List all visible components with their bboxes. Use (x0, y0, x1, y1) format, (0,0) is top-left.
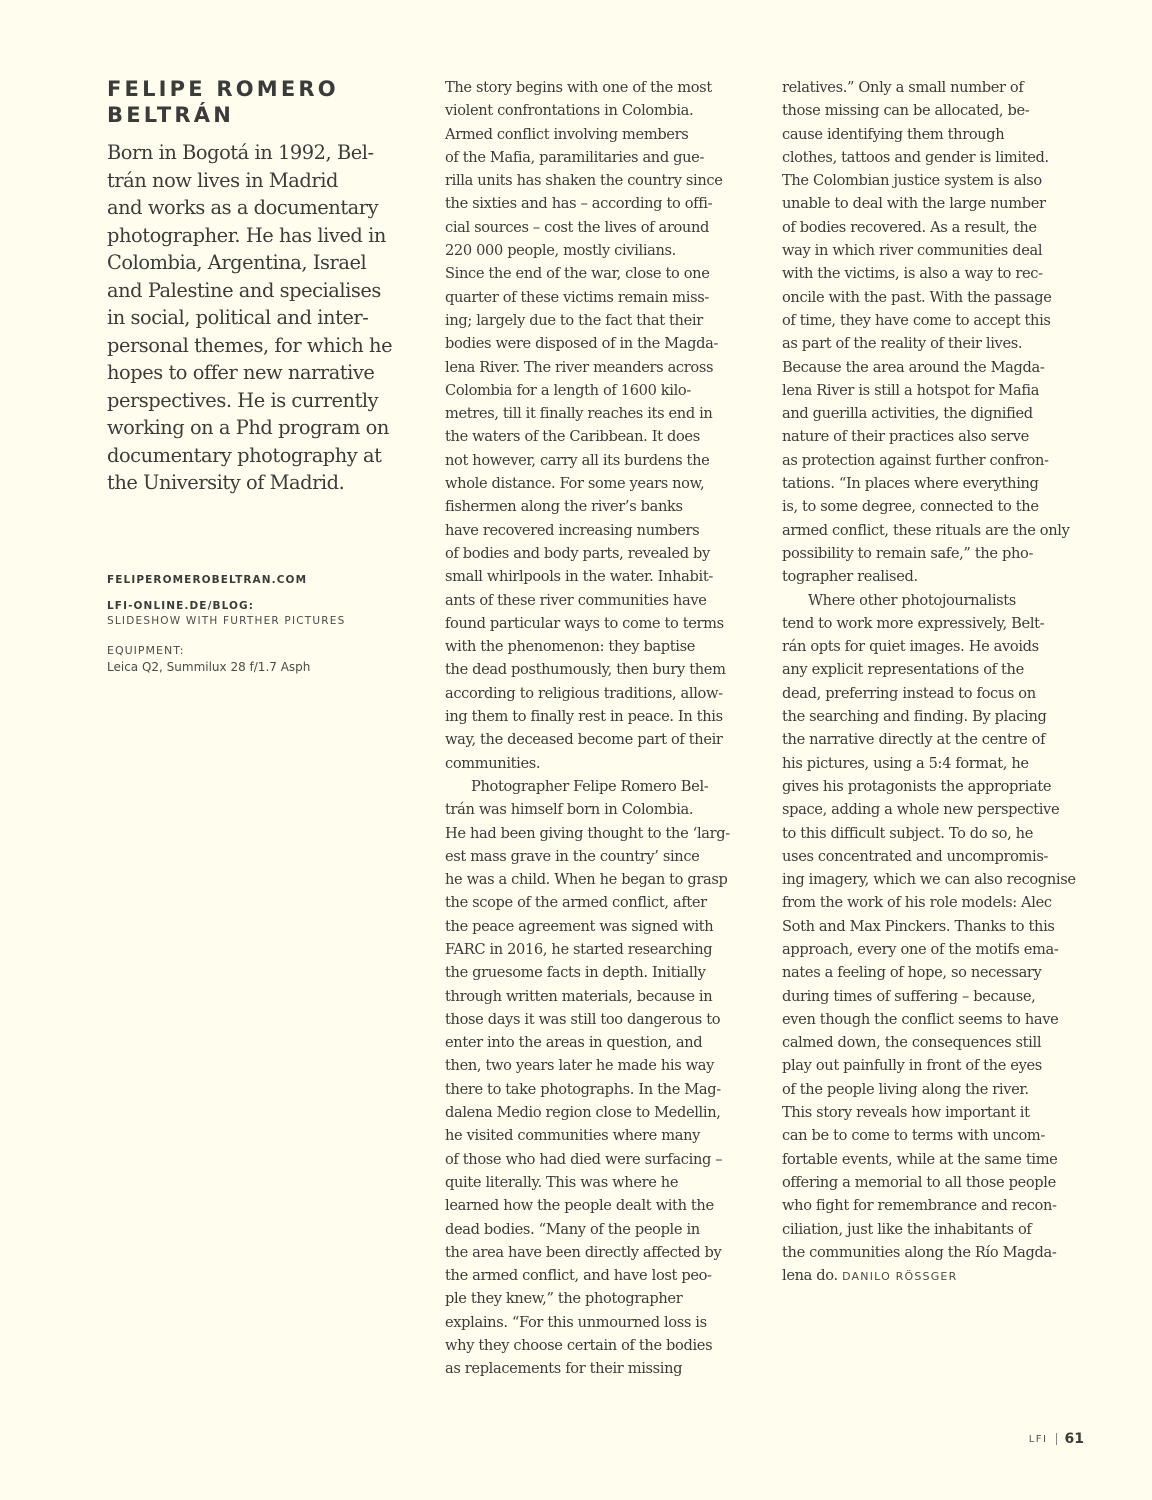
text-line: to this difficult subject. To do so, he (782, 824, 1034, 842)
text-line: oncile with the past. With the passage (782, 288, 1052, 306)
text-line: bodies were disposed of in the Magda- (445, 335, 719, 353)
author-byline: DANILO RÖSSGER (842, 1270, 958, 1284)
text-line: clothes, tattoos and gender is limited. (782, 148, 1049, 166)
text-line: fishermen along the river’s banks (445, 498, 683, 516)
text-line: Armed conflict involving members (445, 125, 689, 143)
text-line: any explicit representations of the (782, 661, 1024, 679)
text-line: ing them to finally rest in peace. In this (445, 708, 723, 726)
text-line: why they choose certain of the bodies (445, 1337, 713, 1355)
text-line: cial sources – cost the lives of around (445, 218, 709, 236)
text-line: he visited communities where many (445, 1127, 701, 1145)
text-line: tographer realised. (782, 568, 918, 586)
text-line: as protection against further confron- (782, 451, 1049, 469)
text-line: lena River. The river meanders across (445, 358, 714, 376)
text-line: with the phenomenon: they baptise (445, 638, 696, 656)
text-line: the scope of the armed conflict, after (445, 894, 707, 912)
bio-line: working on a Phd program on (107, 416, 389, 439)
text-line: of the people living along the river. (782, 1080, 1029, 1098)
text-line: ing imagery, which we can also recognise (782, 871, 1076, 889)
text-line: dead, preferring instead to focus on (782, 684, 1036, 702)
text-line: explains. “For this unmourned loss is (445, 1313, 707, 1331)
text-line: of the Mafia, paramilitaries and gue- (445, 148, 705, 166)
text-line: The story begins with one of the most (445, 79, 712, 96)
text-line: he was a child. When he began to grasp (445, 871, 728, 889)
text-line: dead bodies. “Many of the people in (445, 1220, 700, 1238)
text-line: can be to come to terms with uncom- (782, 1127, 1045, 1145)
text-line: who fight for remembrance and recon- (782, 1197, 1057, 1215)
text-line: Colombia for a length of 1600 kilo- (445, 381, 691, 399)
text-line: through written materials, because in (445, 987, 713, 1005)
text-line: nature of their practices also serve (782, 428, 1029, 446)
text-line: ants of these river communities have (445, 591, 707, 609)
text-line: the area have been directly affected by (445, 1243, 722, 1261)
text-line: FARC in 2016, he started researching (445, 940, 713, 958)
text-line: gives his protagonists the appropriate (782, 777, 1052, 795)
bio-line: the University of Madrid. (107, 471, 345, 494)
text-line: est mass grave in the country’ since (445, 847, 700, 865)
text-line: have recovered increasing numbers (445, 521, 700, 539)
text-line: the sixties and has – according to offi- (445, 195, 713, 213)
text-line: with the victims, is also a way to rec- (782, 265, 1043, 283)
page-number: 61 (1064, 1431, 1084, 1447)
text-line: fortable events, while at the same time (782, 1150, 1058, 1168)
text-line: of those who had died were surfacing – (445, 1150, 723, 1168)
text-line: there to take photographs. In the Mag- (445, 1080, 721, 1098)
text-line: as part of the reality of their lives. (782, 335, 1023, 353)
text-line: the armed conflict, and have lost peo- (445, 1267, 712, 1285)
text-line: Soth and Max Pinckers. Thanks to this (782, 917, 1055, 935)
text-line: enter into the areas in question, and (445, 1034, 703, 1052)
text-line: of time, they have come to accept this (782, 311, 1051, 329)
blog-description: SLIDESHOW WITH FURTHER PICTURES (107, 614, 346, 627)
text-line: Since the end of the war, close to one (445, 265, 710, 283)
text-line: metres, till it finally reaches its end in (445, 405, 713, 423)
text-line: 220 000 people, mostly civilians. (445, 242, 676, 260)
text-line: those days it was still too dangerous to (445, 1010, 721, 1028)
text-line: nates a feeling of hope, so necessary (782, 964, 1042, 982)
text-line: tend to work more expressively, Belt- (782, 614, 1045, 632)
text-line: space, adding a whole new perspective (782, 801, 1060, 819)
page-footer (1029, 1431, 1084, 1447)
text-line: small whirlpools in the water. Inhabit- (445, 568, 713, 586)
last-line-text: lena do. (782, 1267, 838, 1285)
text-line: the waters of the Caribbean. It does (445, 428, 700, 446)
footer-divider (1056, 1433, 1057, 1445)
text-line: Photographer Felipe Romero Bel- (471, 777, 709, 795)
text-line: ciliation, just like the inhabitants of (782, 1220, 1032, 1238)
text-line: the gruesome facts in depth. Initially (445, 964, 706, 982)
text-line: and guerilla activities, the dignified (782, 405, 1033, 423)
bio-line: Born in Bogotá in 1992, Bel- (107, 141, 374, 164)
text-line: way, the deceased become part of their (445, 731, 723, 749)
text-line: his pictures, using a 5:4 format, he (782, 754, 1029, 772)
text-line: lena River is still a hotspot for Mafia (782, 381, 1040, 399)
text-line: according to religious traditions, allow- (445, 684, 723, 702)
text-line: unable to deal with the large number (782, 195, 1046, 213)
bio-line: perspectives. He is currently (107, 388, 379, 412)
text-line: play out painfully in front of the eyes (782, 1057, 1042, 1075)
magazine-name: LFI (1028, 1433, 1048, 1445)
blog-link[interactable]: LFI-ONLINE.DE/BLOG: (107, 599, 255, 612)
text-line: not however, carry all its burdens the (445, 451, 710, 469)
bio-line: hopes to offer new narrative (107, 361, 375, 384)
text-line: even though the conflict seems to have (782, 1010, 1059, 1028)
text-line: The Colombian justice system is also (782, 172, 1042, 190)
text-line: violent confrontations in Colombia. (445, 102, 694, 120)
text-line: the dead posthumously, then bury them (445, 661, 726, 679)
text-line: This story reveals how important it (782, 1104, 1030, 1122)
bio-line: documentary photography at (107, 443, 382, 467)
text-line: from the work of his role models: Alec (782, 894, 1052, 912)
bio-line: in social, political and inter- (107, 306, 369, 329)
bio-line: and Palestine and specialises (107, 278, 381, 302)
text-line: trán was himself born in Colombia. (445, 801, 694, 819)
bio-line: trán now lives in Madrid (107, 168, 338, 192)
text-line: cause identifying them through (782, 125, 1005, 143)
text-line: armed conflict, these rituals are the only (782, 521, 1070, 539)
text-line: Where other photojournalists (808, 591, 1016, 609)
text-line: approach, every one of the motifs ema- (782, 940, 1059, 958)
name-line: FELIPE ROMERO (107, 77, 339, 101)
text-line: ing; largely due to the fact that their (445, 311, 703, 329)
website-link[interactable]: FELIPEROMEROBELTRAN.COM (107, 573, 308, 586)
text-line: possibility to remain safe,” the pho- (782, 544, 1034, 562)
text-line: then, two years later he made his way (445, 1057, 715, 1075)
bio-line: personal themes, for which he (107, 333, 393, 357)
text-line: whole distance. For some years now, (445, 475, 705, 493)
text-line: found particular ways to come to terms (445, 614, 724, 632)
text-line: He had been giving thought to the ‘larg- (445, 824, 730, 842)
text-line: is, to some degree, connected to the (782, 498, 1039, 516)
photographer-bio (107, 139, 407, 497)
text-line: during times of suffering – because, (782, 987, 1036, 1005)
text-line: the communities along the Río Magda- (782, 1243, 1057, 1261)
name-line: BELTRÁN (107, 103, 234, 127)
links-block (107, 573, 407, 675)
text-line: Because the area around the Magda- (782, 358, 1045, 376)
text-line: uses concentrated and uncompromis- (782, 847, 1049, 865)
text-line: offering a memorial to all those people (782, 1173, 1056, 1191)
text-line: dalena Medio region close to Medellin, (445, 1104, 721, 1122)
text-line: rilla units has shaken the country since (445, 172, 723, 190)
article-column-2 (782, 76, 1082, 1288)
text-line: ple they knew,” the photographer (445, 1290, 683, 1308)
article-column-1 (445, 76, 745, 1381)
text-line: those missing can be allocated, be- (782, 102, 1030, 120)
text-line: of bodies recovered. As a result, the (782, 218, 1037, 236)
text-line (782, 1264, 1082, 1288)
equipment-value: Leica Q2, Summilux 28 f/1.7 Asph (107, 659, 311, 674)
author-sidebar (107, 76, 407, 675)
text-line: the searching and finding. By placing (782, 708, 1047, 726)
text-line: tations. “In places where everything (782, 475, 1039, 493)
text-line: communities. (445, 754, 541, 772)
equipment-label: EQUIPMENT: (107, 643, 185, 657)
bio-line: photographer. He has lived in (107, 223, 386, 247)
text-line: the narrative directly at the centre of (782, 731, 1046, 749)
text-line: of bodies and body parts, revealed by (445, 544, 710, 562)
text-line: way in which river communities deal (782, 242, 1043, 260)
text-line: the peace agreement was signed with (445, 917, 714, 935)
text-line: calmed down, the consequences still (782, 1034, 1042, 1052)
text-line: learned how the people dealt with the (445, 1197, 714, 1215)
text-line: quite literally. This was where he (445, 1173, 679, 1191)
text-line: quarter of these victims remain miss- (445, 288, 709, 306)
photographer-name (107, 76, 407, 128)
text-line: as replacements for their missing (445, 1360, 683, 1378)
text-line: relatives.” Only a small number of (782, 79, 1024, 96)
bio-line: and works as a documentary (107, 196, 379, 219)
text-line: rán opts for quiet images. He avoids (782, 638, 1039, 656)
bio-line: Colombia, Argentina, Israel (107, 251, 367, 274)
